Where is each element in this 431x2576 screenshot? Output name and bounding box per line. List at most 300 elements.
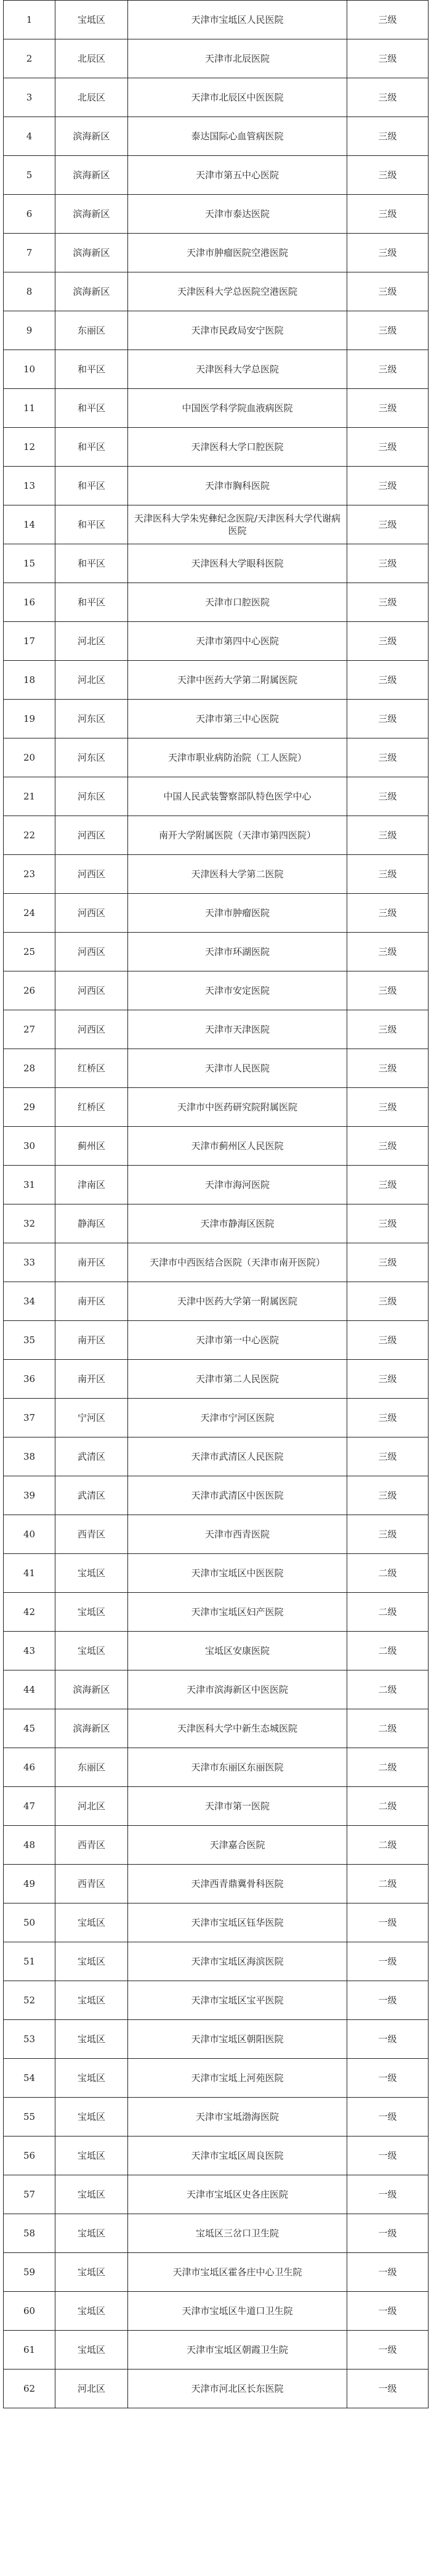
hospital-name-cell: 天津市宁河区医院 (128, 1399, 347, 1437)
hospital-level-cell: 三级 (347, 971, 429, 1010)
district-cell: 和平区 (55, 389, 128, 428)
table-row (4, 117, 429, 156)
hospital-name-cell: 天津医科大学中新生态城医院 (128, 1709, 347, 1748)
table-row (4, 505, 429, 544)
row-number: 60 (4, 2292, 55, 2331)
row-number: 51 (4, 1942, 55, 1981)
hospital-name-cell: 天津市第五中心医院 (128, 156, 347, 195)
hospital-level-cell: 一级 (347, 2253, 429, 2292)
hospital-level-cell: 三级 (347, 350, 429, 389)
table-row (4, 1127, 429, 1166)
hospital-name-cell: 中国人民武装警察部队特色医学中心 (128, 777, 347, 816)
row-number: 42 (4, 1593, 55, 1632)
row-number: 34 (4, 1282, 55, 1321)
row-number: 7 (4, 234, 55, 272)
row-number: 57 (4, 2175, 55, 2214)
hospital-level-cell: 三级 (347, 78, 429, 117)
table-row (4, 1010, 429, 1049)
table-row (4, 1437, 429, 1476)
hospital-level-cell: 三级 (347, 117, 429, 156)
hospital-level-cell: 三级 (347, 583, 429, 622)
row-number: 4 (4, 117, 55, 156)
hospital-name-cell: 天津市第一中心医院 (128, 1321, 347, 1360)
district-cell: 河东区 (55, 738, 128, 777)
row-number: 59 (4, 2253, 55, 2292)
hospital-name-cell: 天津市宝坻区牛道口卫生院 (128, 2292, 347, 2331)
row-number: 20 (4, 738, 55, 777)
hospital-name-cell: 天津市北辰医院 (128, 39, 347, 78)
hospital-level-cell: 二级 (347, 1632, 429, 1670)
hospital-level-cell: 三级 (347, 39, 429, 78)
district-cell: 宝坻区 (55, 2136, 128, 2175)
row-number: 33 (4, 1243, 55, 1282)
table-row (4, 777, 429, 816)
hospital-level-cell: 三级 (347, 816, 429, 855)
hospital-name-cell: 天津市第四中心医院 (128, 622, 347, 661)
district-cell: 宝坻区 (55, 1593, 128, 1632)
hospital-level-cell: 三级 (347, 855, 429, 894)
hospital-name-cell: 天津市肿瘤医院空港医院 (128, 234, 347, 272)
table-row (4, 622, 429, 661)
district-cell: 滨海新区 (55, 272, 128, 311)
hospital-name-cell: 天津中医药大学第一附属医院 (128, 1282, 347, 1321)
hospital-name-cell: 天津中医药大学第二附属医院 (128, 661, 347, 700)
hospital-level-cell: 三级 (347, 738, 429, 777)
table-row (4, 2292, 429, 2331)
hospital-name-cell: 天津市中西医结合医院（天津市南开医院） (128, 1243, 347, 1282)
table-row (4, 2370, 429, 2408)
hospital-level-cell: 三级 (347, 1088, 429, 1127)
hospital-level-cell: 三级 (347, 933, 429, 971)
hospital-level-cell: 三级 (347, 1049, 429, 1088)
hospital-list-table (3, 0, 429, 2408)
district-cell: 红桥区 (55, 1049, 128, 1088)
table-row (4, 1826, 429, 1865)
district-cell: 宝坻区 (55, 1903, 128, 1942)
table-row (4, 1554, 429, 1593)
table-row (4, 2253, 429, 2292)
district-cell: 东丽区 (55, 1748, 128, 1787)
table-row (4, 1942, 429, 1981)
hospital-level-cell: 三级 (347, 195, 429, 234)
table-row (4, 2098, 429, 2136)
row-number: 55 (4, 2098, 55, 2136)
district-cell: 宝坻区 (55, 2214, 128, 2253)
district-cell: 武清区 (55, 1476, 128, 1515)
table-row (4, 1243, 429, 1282)
hospital-name-cell: 天津市宝坻区妇产医院 (128, 1593, 347, 1632)
hospital-name-cell: 天津医科大学朱宪彝纪念医院/天津医科大学代谢病医院 (128, 505, 347, 544)
hospital-level-cell: 三级 (347, 311, 429, 350)
hospital-name-cell: 天津市第二人民医院 (128, 1360, 347, 1399)
row-number: 18 (4, 661, 55, 700)
table-row (4, 1088, 429, 1127)
table-row (4, 78, 429, 117)
row-number: 8 (4, 272, 55, 311)
hospital-name-cell: 天津医科大学总医院空港医院 (128, 272, 347, 311)
table-row (4, 894, 429, 933)
district-cell: 河西区 (55, 894, 128, 933)
district-cell: 宝坻区 (55, 2059, 128, 2098)
table-row (4, 1709, 429, 1748)
hospital-level-cell: 三级 (347, 1, 429, 39)
district-cell: 北辰区 (55, 39, 128, 78)
hospital-level-cell: 三级 (347, 1204, 429, 1243)
table-row (4, 1787, 429, 1826)
hospital-name-cell: 天津嘉合医院 (128, 1826, 347, 1865)
hospital-name-cell: 南开大学附属医院（天津市第四医院） (128, 816, 347, 855)
hospital-name-cell: 天津市宝坻区周良医院 (128, 2136, 347, 2175)
row-number: 22 (4, 816, 55, 855)
table-row (4, 1903, 429, 1942)
district-cell: 宝坻区 (55, 1981, 128, 2020)
hospital-level-cell: 三级 (347, 1437, 429, 1476)
hospital-name-cell: 天津西青鼎冀骨科医院 (128, 1865, 347, 1903)
district-cell: 南开区 (55, 1360, 128, 1399)
district-cell: 宝坻区 (55, 2253, 128, 2292)
table-row (4, 272, 429, 311)
row-number: 26 (4, 971, 55, 1010)
table-row (4, 2020, 429, 2059)
row-number: 41 (4, 1554, 55, 1593)
row-number: 17 (4, 622, 55, 661)
district-cell: 和平区 (55, 467, 128, 505)
district-cell: 河东区 (55, 777, 128, 816)
row-number: 13 (4, 467, 55, 505)
row-number: 14 (4, 505, 55, 544)
table-row (4, 1049, 429, 1088)
row-number: 5 (4, 156, 55, 195)
row-number: 46 (4, 1748, 55, 1787)
row-number: 48 (4, 1826, 55, 1865)
table-row (4, 1360, 429, 1399)
hospital-name-cell: 天津市宝坻区中医医院 (128, 1554, 347, 1593)
hospital-level-cell: 一级 (347, 2175, 429, 2214)
row-number: 30 (4, 1127, 55, 1166)
district-cell: 静海区 (55, 1204, 128, 1243)
row-number: 50 (4, 1903, 55, 1942)
row-number: 23 (4, 855, 55, 894)
hospital-name-cell: 中国医学科学院血液病医院 (128, 389, 347, 428)
hospital-level-cell: 三级 (347, 1321, 429, 1360)
table-row (4, 195, 429, 234)
hospital-name-cell: 天津市静海区医院 (128, 1204, 347, 1243)
hospital-name-cell: 天津市东丽区东丽医院 (128, 1748, 347, 1787)
district-cell: 南开区 (55, 1243, 128, 1282)
hospital-name-cell: 天津市宝坻区人民医院 (128, 1, 347, 39)
hospital-name-cell: 天津医科大学口腔医院 (128, 428, 347, 467)
row-number: 29 (4, 1088, 55, 1127)
hospital-level-cell: 二级 (347, 1865, 429, 1903)
district-cell: 河西区 (55, 816, 128, 855)
hospital-name-cell: 天津市宝坻区宝平医院 (128, 1981, 347, 2020)
hospital-level-cell: 一级 (347, 2136, 429, 2175)
hospital-name-cell: 天津市宝坻区史各庄医院 (128, 2175, 347, 2214)
table-row (4, 428, 429, 467)
hospital-level-cell: 一级 (347, 2214, 429, 2253)
row-number: 11 (4, 389, 55, 428)
hospital-level-cell: 三级 (347, 622, 429, 661)
hospital-name-cell: 天津市民政局安宁医院 (128, 311, 347, 350)
table-row (4, 350, 429, 389)
hospital-level-cell: 一级 (347, 1903, 429, 1942)
table-row (4, 700, 429, 738)
hospital-list-body (4, 1, 429, 2408)
district-cell: 宝坻区 (55, 2098, 128, 2136)
hospital-level-cell: 一级 (347, 2020, 429, 2059)
district-cell: 南开区 (55, 1321, 128, 1360)
hospital-name-cell: 天津市宝坻区朝阳医院 (128, 2020, 347, 2059)
row-number: 56 (4, 2136, 55, 2175)
row-number: 21 (4, 777, 55, 816)
table-row (4, 855, 429, 894)
table-row (4, 1865, 429, 1903)
table-row (4, 1748, 429, 1787)
row-number: 16 (4, 583, 55, 622)
row-number: 6 (4, 195, 55, 234)
hospital-level-cell: 三级 (347, 544, 429, 583)
district-cell: 滨海新区 (55, 1709, 128, 1748)
hospital-level-cell: 一级 (347, 2292, 429, 2331)
district-cell: 河东区 (55, 700, 128, 738)
hospital-level-cell: 一级 (347, 2370, 429, 2408)
hospital-name-cell: 泰达国际心血管病医院 (128, 117, 347, 156)
hospital-level-cell: 三级 (347, 1282, 429, 1321)
row-number: 19 (4, 700, 55, 738)
district-cell: 和平区 (55, 505, 128, 544)
hospital-level-cell: 三级 (347, 1476, 429, 1515)
row-number: 35 (4, 1321, 55, 1360)
table-row (4, 1166, 429, 1204)
hospital-name-cell: 天津市蓟州区人民医院 (128, 1127, 347, 1166)
district-cell: 红桥区 (55, 1088, 128, 1127)
district-cell: 津南区 (55, 1166, 128, 1204)
table-row (4, 2136, 429, 2175)
hospital-name-cell: 天津市北辰区中医医院 (128, 78, 347, 117)
table-row (4, 1321, 429, 1360)
row-number: 25 (4, 933, 55, 971)
hospital-name-cell: 天津市泰达医院 (128, 195, 347, 234)
hospital-level-cell: 三级 (347, 1360, 429, 1399)
hospital-name-cell: 宝坻区安康医院 (128, 1632, 347, 1670)
district-cell: 宝坻区 (55, 1, 128, 39)
row-number: 12 (4, 428, 55, 467)
district-cell: 和平区 (55, 428, 128, 467)
hospital-name-cell: 天津市武清区中医医院 (128, 1476, 347, 1515)
hospital-name-cell: 天津市西青医院 (128, 1515, 347, 1554)
hospital-level-cell: 三级 (347, 1243, 429, 1282)
row-number: 3 (4, 78, 55, 117)
hospital-name-cell: 天津医科大学第二医院 (128, 855, 347, 894)
hospital-name-cell: 天津市海河医院 (128, 1166, 347, 1204)
row-number: 28 (4, 1049, 55, 1088)
district-cell: 宝坻区 (55, 1942, 128, 1981)
hospital-name-cell: 天津市宝坻渤海医院 (128, 2098, 347, 2136)
district-cell: 滨海新区 (55, 117, 128, 156)
table-row (4, 2214, 429, 2253)
table-row (4, 39, 429, 78)
table-row (4, 816, 429, 855)
table-row (4, 156, 429, 195)
hospital-level-cell: 一级 (347, 2331, 429, 2370)
row-number: 15 (4, 544, 55, 583)
table-row (4, 1632, 429, 1670)
hospital-name-cell: 天津市天津医院 (128, 1010, 347, 1049)
hospital-level-cell: 三级 (347, 428, 429, 467)
hospital-name-cell: 天津医科大学眼科医院 (128, 544, 347, 583)
hospital-level-cell: 三级 (347, 467, 429, 505)
table-row (4, 1670, 429, 1709)
district-cell: 北辰区 (55, 78, 128, 117)
hospital-name-cell: 天津市口腔医院 (128, 583, 347, 622)
district-cell: 武清区 (55, 1437, 128, 1476)
hospital-name-cell: 天津市中医药研究院附属医院 (128, 1088, 347, 1127)
table-row (4, 1981, 429, 2020)
table-row (4, 544, 429, 583)
table-row (4, 1, 429, 39)
hospital-level-cell: 一级 (347, 2098, 429, 2136)
district-cell: 河北区 (55, 1787, 128, 1826)
row-number: 40 (4, 1515, 55, 1554)
hospital-name-cell: 天津市宝坻上河苑医院 (128, 2059, 347, 2098)
table-row (4, 661, 429, 700)
row-number: 44 (4, 1670, 55, 1709)
table-row (4, 1204, 429, 1243)
hospital-level-cell: 三级 (347, 700, 429, 738)
district-cell: 东丽区 (55, 311, 128, 350)
district-cell: 滨海新区 (55, 195, 128, 234)
hospital-name-cell: 天津市宝坻区朝霞卫生院 (128, 2331, 347, 2370)
district-cell: 宁河区 (55, 1399, 128, 1437)
table-row (4, 738, 429, 777)
district-cell: 宝坻区 (55, 2292, 128, 2331)
hospital-name-cell: 天津市宝坻区钰华医院 (128, 1903, 347, 1942)
table-row (4, 1476, 429, 1515)
row-number: 31 (4, 1166, 55, 1204)
row-number: 45 (4, 1709, 55, 1748)
district-cell: 西青区 (55, 1865, 128, 1903)
row-number: 43 (4, 1632, 55, 1670)
row-number: 47 (4, 1787, 55, 1826)
hospital-name-cell: 天津市胸科医院 (128, 467, 347, 505)
district-cell: 宝坻区 (55, 2020, 128, 2059)
hospital-name-cell: 天津市人民医院 (128, 1049, 347, 1088)
table-row (4, 1282, 429, 1321)
row-number: 24 (4, 894, 55, 933)
district-cell: 滨海新区 (55, 156, 128, 195)
hospital-name-cell: 天津市滨海新区中医医院 (128, 1670, 347, 1709)
hospital-name-cell: 天津市肿瘤医院 (128, 894, 347, 933)
row-number: 39 (4, 1476, 55, 1515)
hospital-level-cell: 三级 (347, 661, 429, 700)
row-number: 38 (4, 1437, 55, 1476)
row-number: 32 (4, 1204, 55, 1243)
hospital-level-cell: 三级 (347, 505, 429, 544)
district-cell: 和平区 (55, 583, 128, 622)
hospital-level-cell: 三级 (347, 1166, 429, 1204)
hospital-level-cell: 三级 (347, 234, 429, 272)
hospital-name-cell: 天津市宝坻区霍各庄中心卫生院 (128, 2253, 347, 2292)
hospital-level-cell: 三级 (347, 1399, 429, 1437)
row-number: 53 (4, 2020, 55, 2059)
hospital-name-cell: 天津市武清区人民医院 (128, 1437, 347, 1476)
district-cell: 南开区 (55, 1282, 128, 1321)
hospital-name-cell: 天津市安定医院 (128, 971, 347, 1010)
hospital-level-cell: 三级 (347, 389, 429, 428)
district-cell: 河北区 (55, 661, 128, 700)
table-row (4, 2331, 429, 2370)
hospital-name-cell: 天津市宝坻区海滨医院 (128, 1942, 347, 1981)
table-row (4, 2175, 429, 2214)
hospital-level-cell: 三级 (347, 1515, 429, 1554)
district-cell: 和平区 (55, 350, 128, 389)
table-row (4, 2059, 429, 2098)
district-cell: 河西区 (55, 855, 128, 894)
table-row (4, 933, 429, 971)
table-row (4, 389, 429, 428)
table-row (4, 311, 429, 350)
row-number: 61 (4, 2331, 55, 2370)
district-cell: 河北区 (55, 622, 128, 661)
hospital-level-cell: 二级 (347, 1826, 429, 1865)
district-cell: 宝坻区 (55, 1554, 128, 1593)
hospital-level-cell: 三级 (347, 1010, 429, 1049)
table-row (4, 467, 429, 505)
district-cell: 河西区 (55, 1010, 128, 1049)
hospital-name-cell: 天津市第一医院 (128, 1787, 347, 1826)
row-number: 62 (4, 2370, 55, 2408)
table-row (4, 1515, 429, 1554)
district-cell: 宝坻区 (55, 1632, 128, 1670)
row-number: 27 (4, 1010, 55, 1049)
district-cell: 河西区 (55, 971, 128, 1010)
table-row (4, 234, 429, 272)
hospital-level-cell: 二级 (347, 1593, 429, 1632)
district-cell: 西青区 (55, 1515, 128, 1554)
hospital-level-cell: 二级 (347, 1670, 429, 1709)
row-number: 52 (4, 1981, 55, 2020)
district-cell: 宝坻区 (55, 2175, 128, 2214)
row-number: 36 (4, 1360, 55, 1399)
hospital-level-cell: 一级 (347, 2059, 429, 2098)
hospital-level-cell: 三级 (347, 1127, 429, 1166)
hospital-name-cell: 天津市第三中心医院 (128, 700, 347, 738)
hospital-level-cell: 二级 (347, 1748, 429, 1787)
row-number: 37 (4, 1399, 55, 1437)
hospital-name-cell: 天津医科大学总医院 (128, 350, 347, 389)
hospital-level-cell: 一级 (347, 1942, 429, 1981)
district-cell: 河北区 (55, 2370, 128, 2408)
row-number: 54 (4, 2059, 55, 2098)
hospital-level-cell: 二级 (347, 1709, 429, 1748)
table-row (4, 971, 429, 1010)
district-cell: 滨海新区 (55, 234, 128, 272)
hospital-name-cell: 宝坻区三岔口卫生院 (128, 2214, 347, 2253)
row-number: 49 (4, 1865, 55, 1903)
row-number: 2 (4, 39, 55, 78)
hospital-level-cell: 二级 (347, 1554, 429, 1593)
hospital-name-cell: 天津市河北区长东医院 (128, 2370, 347, 2408)
hospital-level-cell: 三级 (347, 894, 429, 933)
district-cell: 滨海新区 (55, 1670, 128, 1709)
table-row (4, 1399, 429, 1437)
row-number: 1 (4, 1, 55, 39)
hospital-name-cell: 天津市职业病防治院（工人医院） (128, 738, 347, 777)
hospital-level-cell: 三级 (347, 272, 429, 311)
hospital-level-cell: 三级 (347, 777, 429, 816)
row-number: 9 (4, 311, 55, 350)
row-number: 10 (4, 350, 55, 389)
